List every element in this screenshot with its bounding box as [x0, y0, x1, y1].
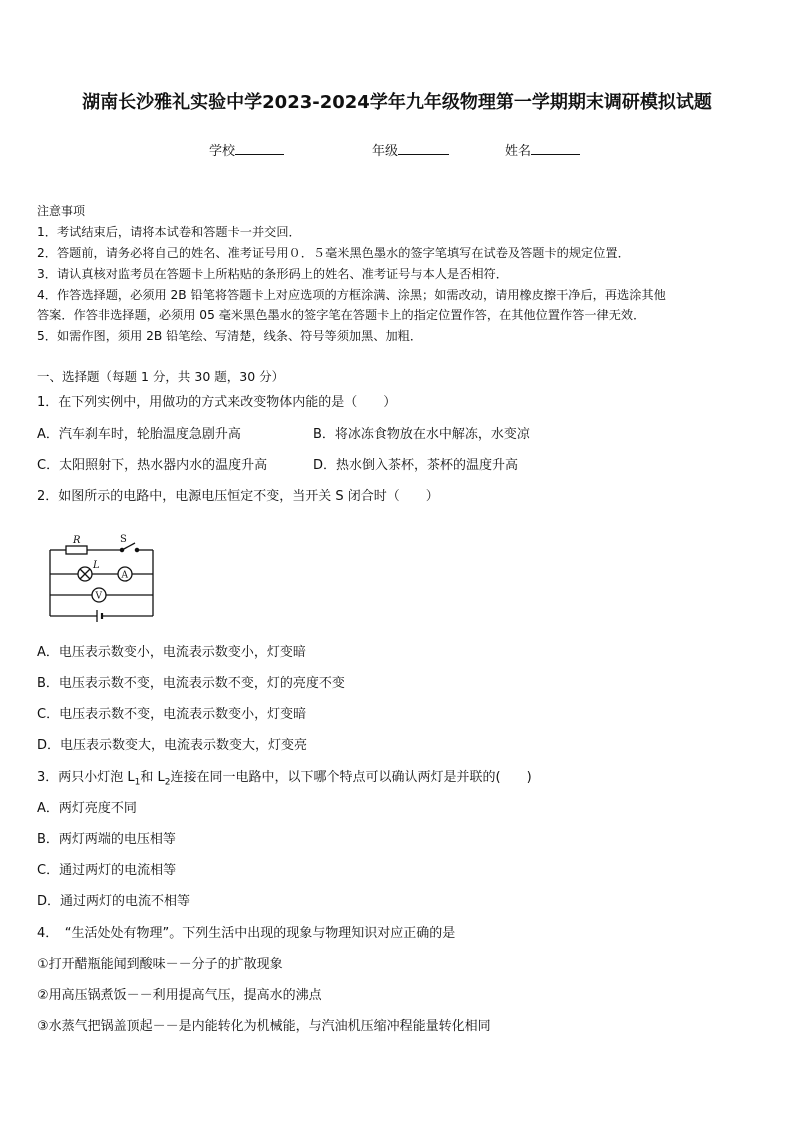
section-heading: 一、选择题（每题 1 分，共 30 题，30 分）: [37, 369, 285, 384]
list-item: ①打开醋瓶能闻到酸味－－分子的扩散现象: [37, 957, 283, 972]
option-d: D．通过两灯的电流不相等: [37, 894, 191, 909]
question-stem: 1．在下列实例中，用做功的方式来改变物体内能的是（ ）: [37, 395, 397, 410]
stem-part: 3．两只小灯泡 L: [37, 770, 135, 785]
note-item: 2．答题前，请务必将自己的姓名、准考证号用０．５毫米黑色墨水的签字笔填写在试卷及答题卡的规定位置．: [37, 246, 630, 260]
grade-blank[interactable]: [398, 142, 449, 155]
grade-label: 年级: [372, 144, 399, 159]
question-stem: 4． “生活处处有物理”。下列生活中出现的现象与物理知识对应正确的是: [37, 926, 456, 941]
list-item: ②用高压锅煮饭－－利用提高气压，提高水的沸点: [37, 988, 322, 1003]
option-a: A．汽车刹车时，轮胎温度急剧升高: [37, 427, 241, 442]
voltmeter-label: V: [95, 591, 102, 602]
grade-field: [372, 140, 449, 159]
option-a: A．电压表示数变小，电流表示数变小，灯变暗: [37, 645, 306, 660]
resistor-label: R: [73, 535, 81, 546]
question-stem: 2．如图所示的电路中，电源电压恒定不变，当开关 S 闭合时（ ）: [37, 489, 439, 504]
subscript: 1: [134, 777, 141, 788]
circuit-diagram: [42, 532, 162, 624]
stem-part: 和 L: [140, 770, 165, 785]
stem-part: 连接在同一电路中，以下哪个特点可以确认两灯是并联的( ): [170, 770, 532, 785]
note-item: 5．如需作图，须用 2B 铅笔绘、写清楚，线条、符号等须加黑、加粗．: [37, 329, 423, 343]
list-item: ③水蒸气把锅盖顶起－－是内能转化为机械能，与汽油机压缩冲程能量转化相同: [37, 1019, 491, 1034]
option-c: C．电压表示数不变，电流表示数变小，灯变暗: [37, 707, 307, 722]
note-item: 1．考试结束后，请将本试卷和答题卡一并交回．: [37, 225, 301, 239]
option-b: B．将冰冻食物放在水中解冻，水变凉: [313, 427, 530, 442]
option-b: B．电压表示数不变，电流表示数不变，灯的亮度不变: [37, 676, 345, 691]
subscript: 2: [164, 777, 171, 788]
school-label: 学校: [209, 144, 236, 159]
switch-label: S: [120, 534, 127, 545]
option-c: C．太阳照射下，热水器内水的温度升高: [37, 458, 268, 473]
note-item: 3．请认真核对监考员在答题卡上所粘贴的条形码上的姓名、准考证号与本人是否相符．: [37, 267, 508, 281]
ammeter-label: A: [121, 570, 128, 581]
option-c: C．通过两灯的电流相等: [37, 863, 177, 878]
resistor-symbol: [66, 546, 87, 554]
name-blank[interactable]: [531, 142, 580, 155]
notes-heading: 注意事项: [37, 204, 86, 218]
school-blank[interactable]: [235, 142, 284, 155]
question-stem: [37, 770, 532, 786]
note-item: 4．作答选择题，必须用 2B 铅笔将答题卡上对应选项的方框涂满、涂黑；如需改动，请用橡皮擦干净后，再选涂其他: [37, 288, 666, 302]
option-d: D．热水倒入茶杯，茶杯的温度升高: [313, 458, 519, 473]
option-a: A．两灯亮度不同: [37, 801, 137, 816]
page-title: 湖南长沙雅礼实验中学2023-2024学年九年级物理第一学期期末调研模拟试题: [82, 92, 712, 113]
option-b: B．两灯两端的电压相等: [37, 832, 176, 847]
school-field: [209, 140, 284, 159]
lamp-label: L: [93, 560, 100, 571]
option-d: D．电压表示数变大，电流表示数变大，灯变亮: [37, 738, 308, 753]
name-label: 姓名: [505, 144, 532, 159]
name-field: [505, 140, 580, 159]
note-item: 答案．作答非选择题，必须用 05 毫米黑色墨水的签字笔在答题卡上的指定位置作答，在其他位置作答一律无效．: [37, 308, 646, 322]
